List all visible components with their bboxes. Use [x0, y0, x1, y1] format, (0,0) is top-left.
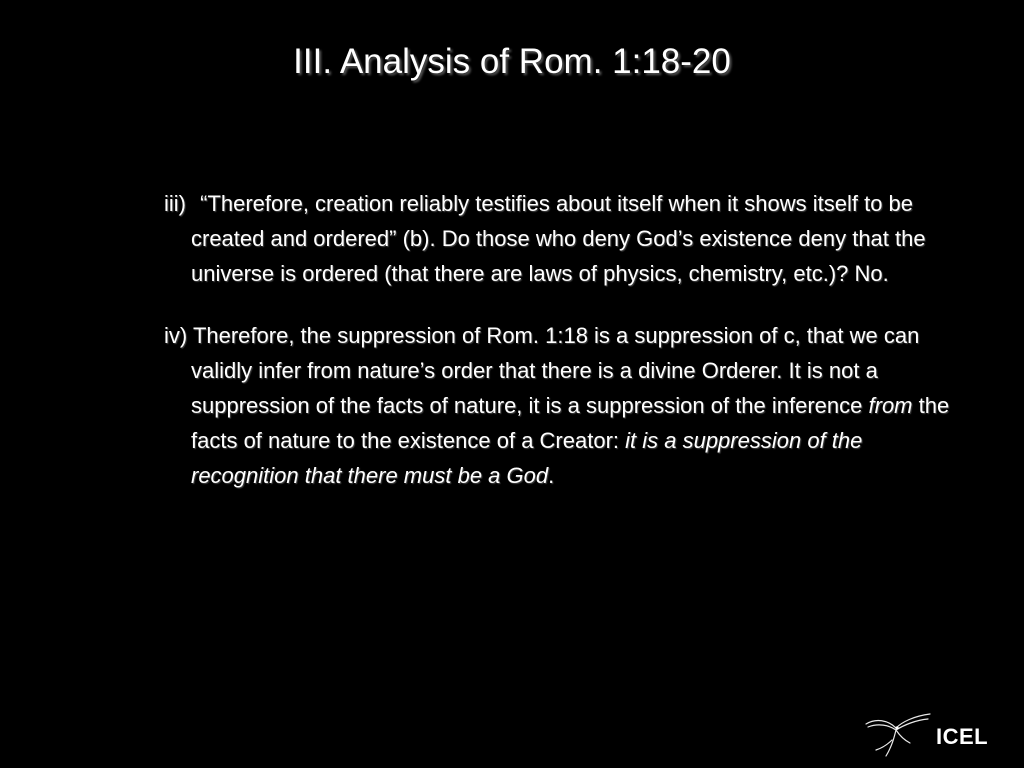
logo-text: ICEL — [936, 724, 989, 749]
point-text: the facts of nature to the existence of a Creator: — [191, 393, 950, 453]
bird-icon — [862, 710, 934, 760]
slide-title: III. Analysis of Rom. 1:18-20 — [293, 42, 731, 81]
point-text-emphasis: it is a suppression of the recognition that there must be a God — [191, 428, 863, 488]
point-label: iv) — [164, 323, 188, 348]
point-label: iii) — [164, 191, 186, 216]
point-text: Therefore, the suppression of Rom. 1:18 is a suppression of c, that we can validly infer from nature’s order that there is a divine Orderer. It is not a suppression of the facts of nature, it is a suppression of the inference — [191, 323, 920, 418]
point-text: “Therefore, creation reliably testifies about itself when it shows itself to be created and ordered” (b). Do those who deny God’s existence deny that the universe is ordered (that there are laws of physics, chemistry, etc.)? No. — [191, 191, 926, 286]
icel-logo — [862, 710, 1002, 760]
point-text-emphasis: from — [868, 393, 913, 418]
slide-body — [164, 186, 964, 520]
point-iv — [164, 318, 964, 493]
point-text: . — [548, 463, 555, 488]
point-iii — [164, 186, 964, 291]
